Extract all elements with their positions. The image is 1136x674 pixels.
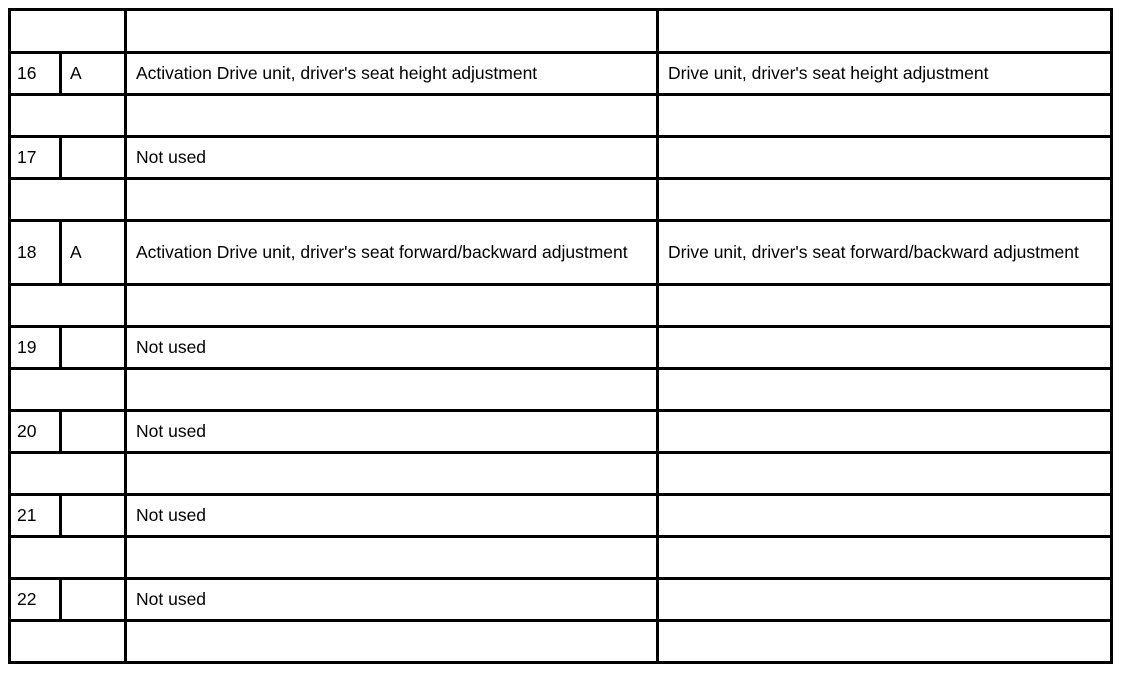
- spacer-function-cell: [126, 95, 658, 137]
- signal-type: A: [61, 53, 126, 95]
- spacer-function-cell: [126, 285, 658, 327]
- table-row: [10, 411, 1112, 453]
- connected-component: [658, 495, 1112, 537]
- spacer-row: [10, 179, 1112, 221]
- pin-function: Activation Drive unit, driver's seat forward/backward adjustment: [126, 221, 658, 285]
- signal-type: [61, 327, 126, 369]
- pin-function: Not used: [126, 327, 658, 369]
- spacer-function-cell: [126, 369, 658, 411]
- spacer-pin-cell: [10, 179, 126, 221]
- signal-type: [61, 411, 126, 453]
- spacer-pin-cell: [10, 453, 126, 495]
- table-row: [10, 53, 1112, 95]
- spacer-pin-cell: [10, 10, 126, 53]
- spacer-row: [10, 285, 1112, 327]
- connected-component: Drive unit, driver's seat forward/backward adjustment: [658, 221, 1112, 285]
- spacer-function-cell: [126, 453, 658, 495]
- spacer-component-cell: [658, 621, 1112, 663]
- table-row: [10, 495, 1112, 537]
- spacer-pin-cell: [10, 369, 126, 411]
- connected-component: [658, 411, 1112, 453]
- spacer-pin-cell: [10, 95, 126, 137]
- spacer-component-cell: [658, 453, 1112, 495]
- connected-component: [658, 137, 1112, 179]
- spacer-row: [10, 369, 1112, 411]
- spacer-function-cell: [126, 10, 658, 53]
- pin-number: 18: [10, 221, 61, 285]
- spacer-pin-cell: [10, 621, 126, 663]
- connected-component: [658, 327, 1112, 369]
- signal-type: A: [61, 221, 126, 285]
- pin-function: Not used: [126, 411, 658, 453]
- connected-component: Drive unit, driver's seat height adjustment: [658, 53, 1112, 95]
- signal-type: [61, 495, 126, 537]
- spacer-component-cell: [658, 369, 1112, 411]
- table-row: [10, 579, 1112, 621]
- spacer-pin-cell: [10, 285, 126, 327]
- spacer-function-cell: [126, 179, 658, 221]
- pin-function: Not used: [126, 495, 658, 537]
- pin-assignment-table: [8, 8, 1113, 664]
- connected-component: [658, 579, 1112, 621]
- pin-function: Activation Drive unit, driver's seat height adjustment: [126, 53, 658, 95]
- spacer-row: [10, 95, 1112, 137]
- pin-number: 16: [10, 53, 61, 95]
- pin-function: Not used: [126, 579, 658, 621]
- table-row: [10, 327, 1112, 369]
- pin-number: 22: [10, 579, 61, 621]
- spacer-function-cell: [126, 621, 658, 663]
- table-row: [10, 137, 1112, 179]
- pin-number: 21: [10, 495, 61, 537]
- pin-function: Not used: [126, 137, 658, 179]
- spacer-row: [10, 621, 1112, 663]
- pin-number: 19: [10, 327, 61, 369]
- table-row: [10, 221, 1112, 285]
- spacer-component-cell: [658, 285, 1112, 327]
- pin-number: 20: [10, 411, 61, 453]
- spacer-pin-cell: [10, 537, 126, 579]
- spacer-row: [10, 453, 1112, 495]
- pin-number: 17: [10, 137, 61, 179]
- spacer-row: [10, 537, 1112, 579]
- spacer-function-cell: [126, 537, 658, 579]
- spacer-row: [10, 10, 1112, 53]
- spacer-component-cell: [658, 179, 1112, 221]
- signal-type: [61, 579, 126, 621]
- spacer-component-cell: [658, 10, 1112, 53]
- spacer-component-cell: [658, 95, 1112, 137]
- signal-type: [61, 137, 126, 179]
- spacer-component-cell: [658, 537, 1112, 579]
